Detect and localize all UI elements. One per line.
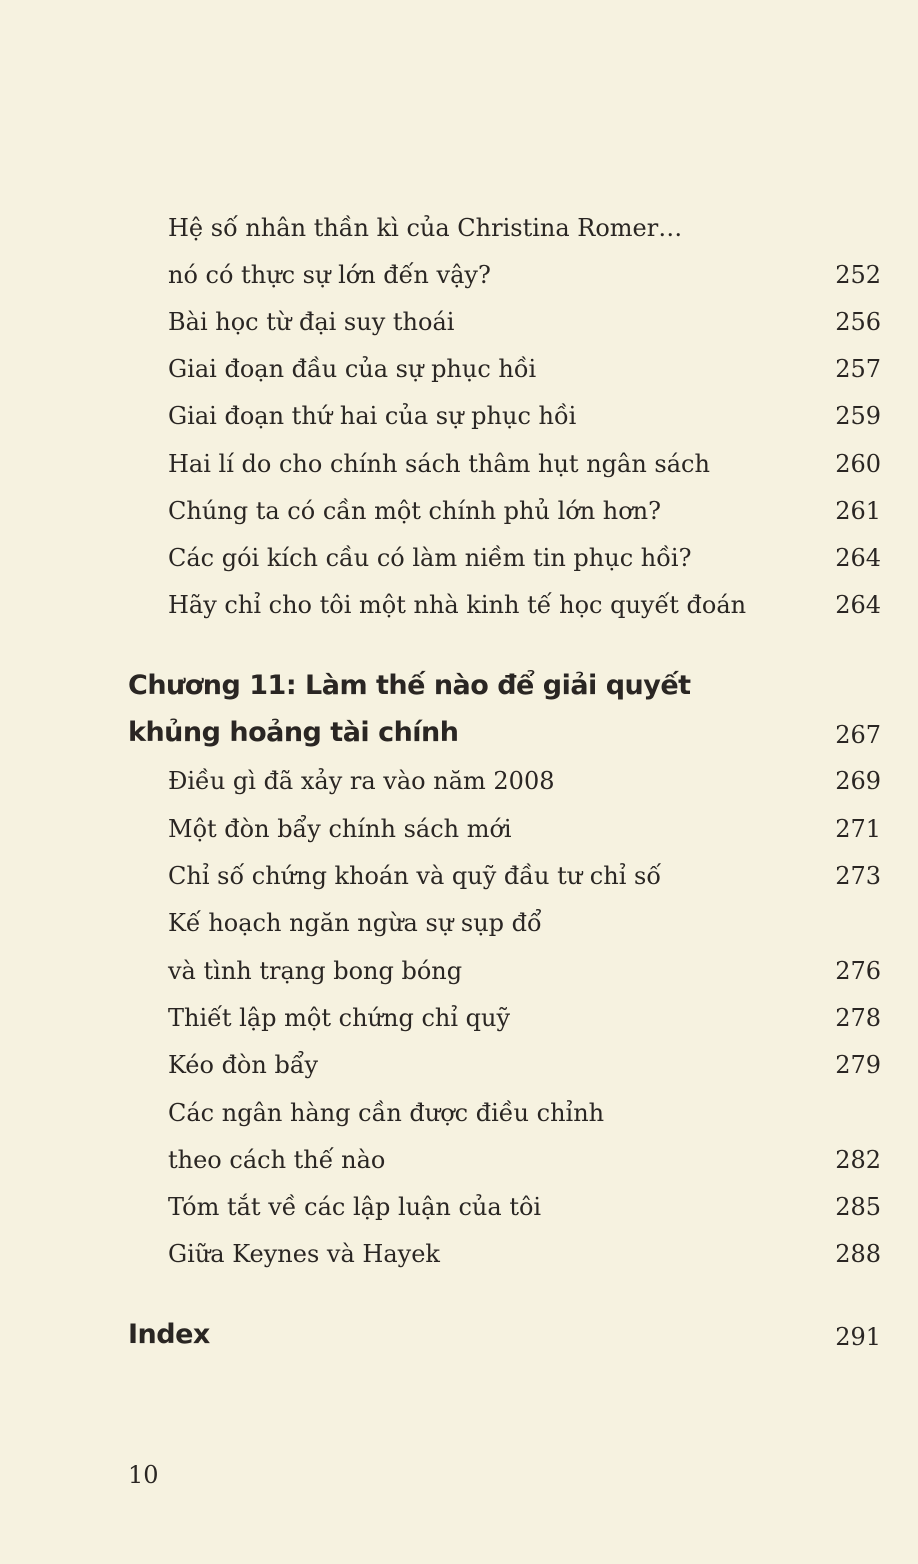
- entry-title: Các ngân hàng cần được điều chỉnh: [168, 1099, 605, 1127]
- entry-title: Giai đoạn đầu của sự phục hồi: [168, 355, 537, 383]
- entry-page: 285: [835, 1193, 881, 1221]
- toc-entry: [168, 1239, 881, 1269]
- entry-page: 264: [835, 544, 881, 572]
- entry-page: 271: [835, 815, 881, 843]
- toc-entry: [168, 814, 881, 844]
- entry-title: và tình trạng bong bóng: [168, 957, 463, 985]
- chapter-heading-line2: khủng hoảng tài chính 267: [128, 716, 881, 750]
- toc-entry: [168, 956, 881, 986]
- entry-page: 269: [835, 767, 881, 795]
- entry-title: Hệ số nhân thần kì của Christina Romer…: [168, 214, 683, 242]
- entry-page: 260: [835, 450, 881, 478]
- entry-title: nó có thực sự lớn đến vậy?: [168, 261, 491, 289]
- entry-title: Một đòn bẩy chính sách mới: [168, 815, 512, 843]
- entry-title: Hai lí do cho chính sách thâm hụt ngân sách: [168, 450, 710, 478]
- toc-entry: [168, 213, 881, 243]
- entry-page: 259: [835, 402, 881, 430]
- entry-title: theo cách thế nào: [168, 1146, 386, 1174]
- entry-page: 278: [835, 1004, 881, 1032]
- index-page: 291: [835, 1323, 881, 1351]
- toc-entry: [168, 766, 881, 796]
- chapter-page: 267: [835, 721, 881, 749]
- entry-page: 288: [835, 1240, 881, 1268]
- entry-page: 264: [835, 591, 881, 619]
- entry-title: Kéo đòn bẩy: [168, 1051, 319, 1079]
- entry-title: Kế hoạch ngăn ngừa sự sụp đổ: [168, 909, 542, 937]
- toc-entry: [168, 543, 881, 573]
- entry-page: 279: [835, 1051, 881, 1079]
- toc-entry: [168, 908, 881, 938]
- toc-entry: [168, 449, 881, 479]
- toc-entry: [168, 496, 881, 526]
- entry-page: 273: [835, 862, 881, 890]
- entry-title: Chỉ số chứng khoán và quỹ đầu tư chỉ số: [168, 862, 661, 890]
- toc-entry: [168, 1098, 881, 1128]
- entry-title: Hãy chỉ cho tôi một nhà kinh tế học quyết đoán: [168, 591, 747, 619]
- entry-title: Các gói kích cầu có làm niềm tin phục hồi?: [168, 544, 692, 572]
- entry-page: 257: [835, 355, 881, 383]
- entry-page: 256: [835, 308, 881, 336]
- index-title: Index: [128, 1319, 210, 1350]
- toc-entry: [168, 1050, 881, 1080]
- toc-entry: [168, 590, 881, 620]
- entry-page: 282: [835, 1146, 881, 1174]
- toc-entry: [168, 354, 881, 384]
- chapter-heading-line1: Chương 11: Làm thế nào để giải quyết: [128, 670, 691, 701]
- entry-page: 252: [835, 261, 881, 289]
- toc-entry: [168, 1003, 881, 1033]
- toc-entry: [168, 307, 881, 337]
- entry-title: Bài học từ đại suy thoái: [168, 308, 455, 336]
- toc-entry: [168, 1192, 881, 1222]
- entry-title: Điều gì đã xảy ra vào năm 2008: [168, 767, 555, 795]
- toc-entry: [168, 1145, 881, 1175]
- entry-title: Giữa Keynes và Hayek: [168, 1240, 440, 1268]
- entry-page: 276: [835, 957, 881, 985]
- entry-title: Chúng ta có cần một chính phủ lớn hơn?: [168, 497, 662, 525]
- entry-title: Thiết lập một chứng chỉ quỹ: [168, 1004, 511, 1032]
- entry-page: 261: [835, 497, 881, 525]
- toc-entry: [168, 401, 881, 431]
- toc-entry: [168, 260, 881, 290]
- entry-title: Giai đoạn thứ hai của sự phục hồi: [168, 402, 577, 430]
- page-number: 10: [128, 1461, 159, 1489]
- entry-title: Tóm tắt về các lập luận của tôi: [168, 1193, 542, 1221]
- index-heading: [128, 1318, 881, 1352]
- toc-entry: [168, 861, 881, 891]
